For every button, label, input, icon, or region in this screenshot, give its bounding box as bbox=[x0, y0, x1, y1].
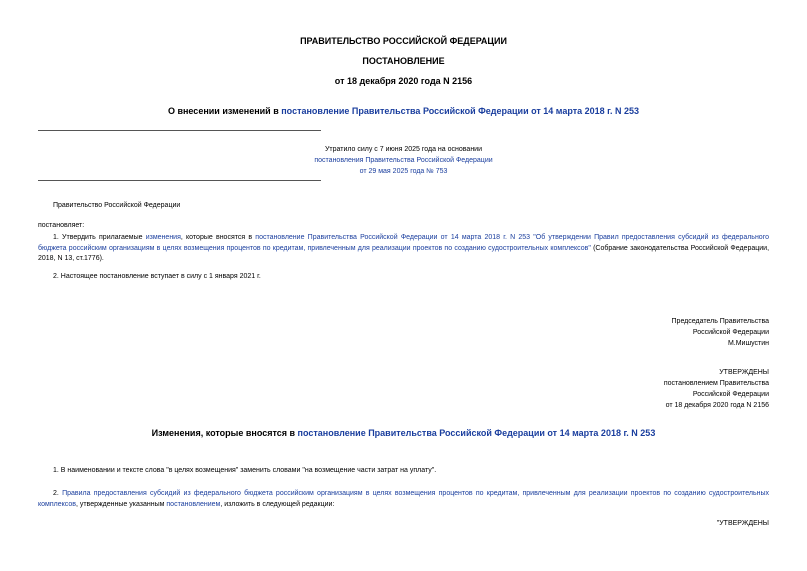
quote-approved: "УТВЕРЖДЕНЫ bbox=[716, 520, 769, 527]
change-1: 1. В наименовании и тексте слова "в целях возмещения" заменить словами "на возмещение части затрат на уплату". bbox=[53, 467, 437, 474]
signature-block bbox=[672, 316, 769, 349]
p1-text-1: 1. Утвердить прилагаемые bbox=[53, 234, 146, 241]
approval-date: от 18 декабря 2020 года N 2156 bbox=[665, 402, 769, 409]
government-label: Правительство Российской Федерации bbox=[53, 202, 181, 209]
c2-text-2: , утвержденные указанным bbox=[75, 500, 167, 508]
org-name: ПРАВИТЕЛЬСТВО РОССИЙСКОЙ ФЕДЕРАЦИИ bbox=[300, 36, 507, 46]
divider-bottom bbox=[38, 180, 321, 181]
doc-title-prefix: О внесении изменений в bbox=[167, 106, 282, 116]
repeal-link-date[interactable]: от 29 мая 2025 года № 753 bbox=[359, 168, 448, 175]
repeal-notice bbox=[0, 144, 807, 177]
approval-by: постановлением Правительства bbox=[663, 380, 769, 387]
approval-heading: УТВЕРЖДЕНЫ bbox=[719, 369, 769, 376]
decrees-label: постановляет: bbox=[38, 222, 85, 229]
doc-type: ПОСТАНОВЛЕНИЕ bbox=[362, 56, 445, 66]
doc-title-link[interactable]: постановление Правительства Российской Федерации от 14 марта 2018 г. N 253 bbox=[281, 106, 640, 116]
repeal-link-decree[interactable]: постановления Правительства Российской Федерации bbox=[314, 157, 493, 164]
change-2 bbox=[38, 489, 769, 510]
changes-title bbox=[0, 428, 807, 438]
paragraph-2: 2. Настоящее постановление вступает в силу с 1 января 2021 г. bbox=[53, 273, 261, 280]
c2-text-1: 2. bbox=[53, 490, 63, 497]
c2-text-3: , изложить в следующей редакции: bbox=[220, 500, 335, 508]
decree-link[interactable]: постановлением bbox=[166, 500, 221, 508]
changes-title-link[interactable]: постановление Правительства Российской Федерации от 14 марта 2018 г. N 253 bbox=[297, 428, 656, 438]
p1-text-3: (Собрание законодательства Российской Федерации, 2018, N 13, ст.1776). bbox=[38, 244, 770, 262]
changes-title-prefix: Изменения, которые вносятся в bbox=[151, 428, 298, 438]
changes-link[interactable]: изменения bbox=[145, 234, 181, 241]
approval-block bbox=[664, 367, 769, 411]
approval-org: Российской Федерации bbox=[692, 391, 769, 398]
signature-position: Председатель Правительства bbox=[671, 318, 769, 325]
decree-253-link[interactable]: постановление Правительства Российской Федерации от 14 марта 2018 г. N 253 "Об утверждении Правил предоставления субсидий из федерального бюджета российским организациям в целях возмещения процентов по кредитам, привлеченным для реализации проектов по созданию судостроительных комплексов" bbox=[38, 234, 769, 252]
signature-name: М.Мишустин bbox=[727, 340, 769, 347]
signature-org: Российской Федерации bbox=[692, 329, 769, 336]
repeal-notice-text: Утратило силу с 7 июня 2025 года на основании bbox=[324, 146, 483, 153]
divider-top bbox=[38, 130, 321, 131]
doc-date-number: от 18 декабря 2020 года N 2156 bbox=[334, 76, 473, 86]
p1-text-2: , которые вносятся в bbox=[180, 234, 256, 241]
paragraph-1 bbox=[38, 233, 769, 265]
doc-title bbox=[0, 106, 807, 116]
rules-link[interactable]: Правила предоставления субсидий из федерального бюджета российским организациям в целях возмещения процентов по кредитам, привлеченным для реализации проектов по созданию судостроительных комплексов bbox=[38, 490, 769, 508]
